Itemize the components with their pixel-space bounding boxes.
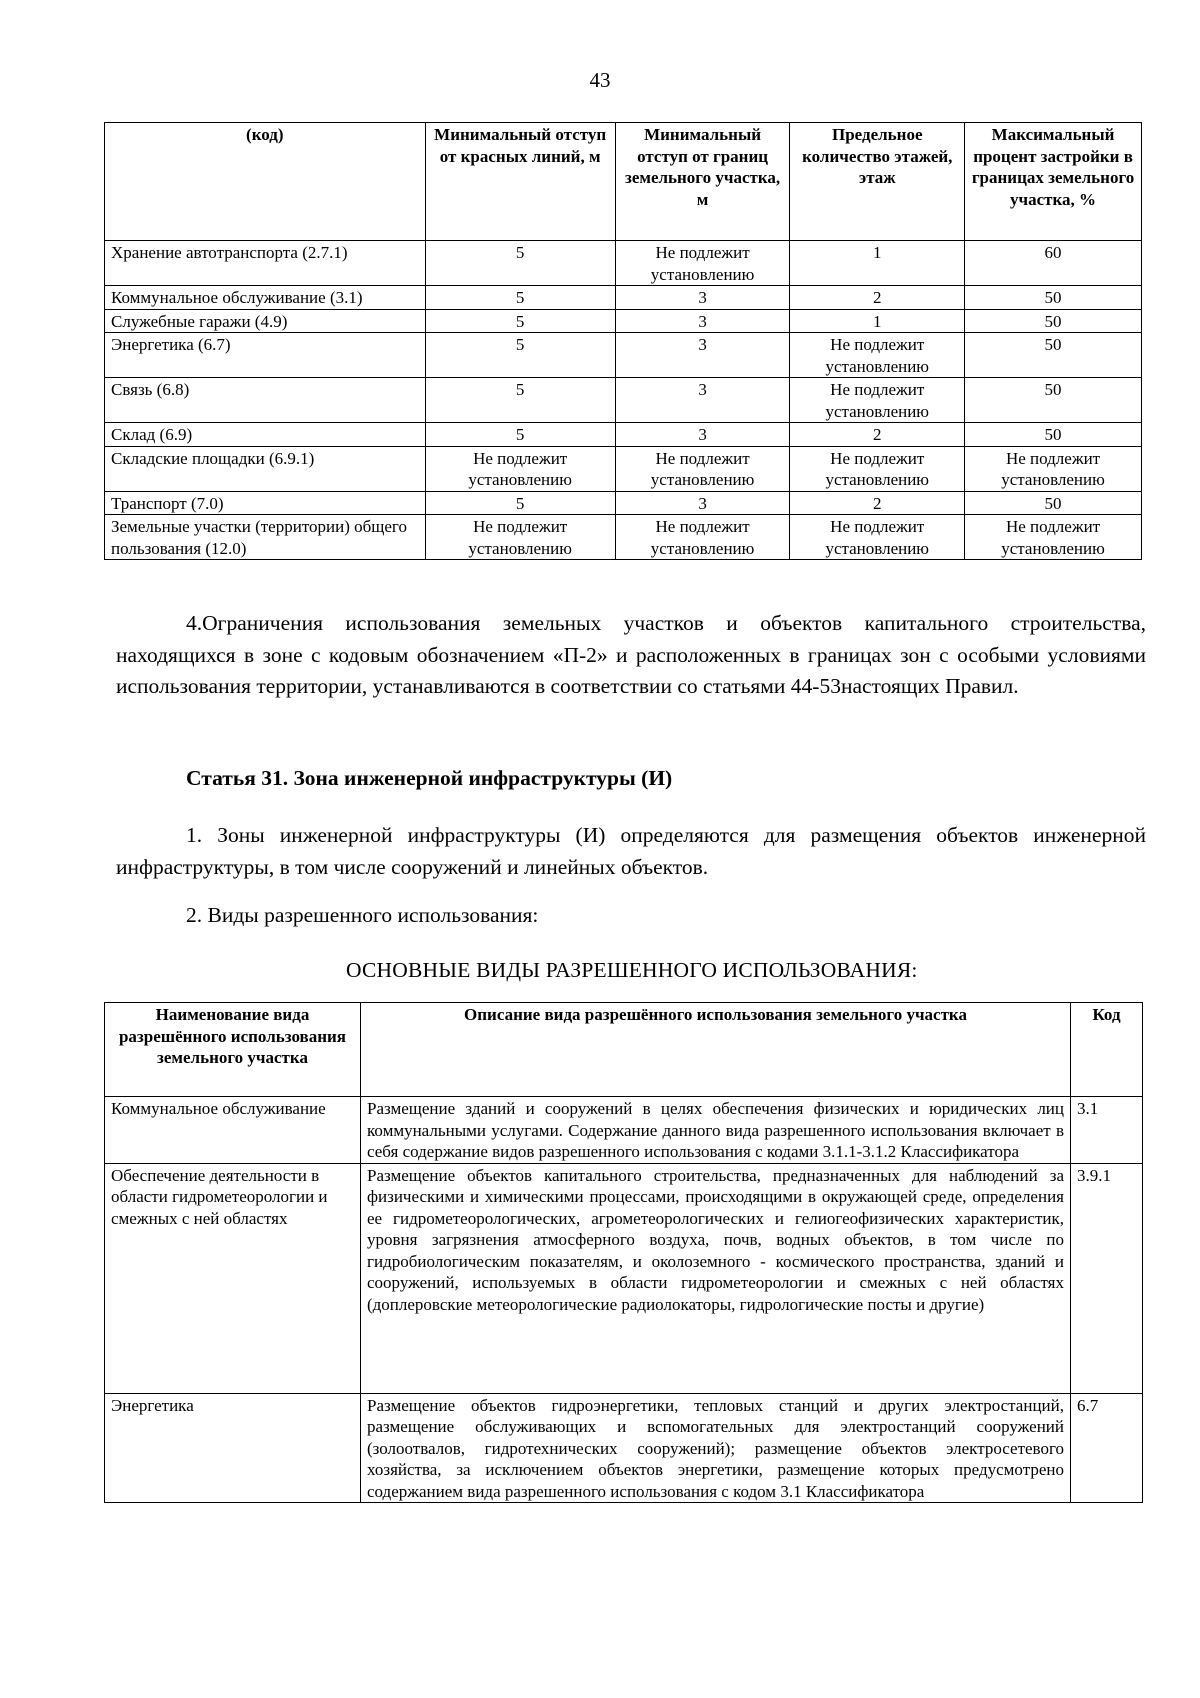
table-row	[105, 309, 1142, 333]
header-min-offset-plot-boundary: Минимальный отступ от границ земельного участка, м	[615, 123, 790, 241]
row-value: Не подлежит установлению	[615, 446, 790, 491]
table-header-row	[105, 123, 1142, 241]
row-value: 3	[615, 286, 790, 310]
row-value: 2	[790, 491, 965, 515]
use-name: Коммунальное обслуживание	[105, 1097, 361, 1164]
zone-parameters-table	[104, 122, 1142, 560]
header-max-build-percent: Максимальный процент застройки в границах земельного участка, %	[965, 123, 1142, 241]
table-row	[105, 286, 1142, 310]
row-value: 3	[615, 309, 790, 333]
row-name: Энергетика (6.7)	[105, 333, 426, 378]
use-name: Обеспечение деятельности в области гидрометеорологии и смежных с ней областях	[105, 1163, 361, 1393]
row-value: 50	[965, 491, 1142, 515]
row-value: 1	[790, 241, 965, 286]
table-row	[105, 491, 1142, 515]
table-row	[105, 241, 1142, 286]
row-value: Не подлежит установлению	[790, 515, 965, 560]
row-value: 5	[425, 378, 615, 423]
header-use-code: Код	[1071, 1003, 1143, 1097]
permitted-uses-table	[104, 1002, 1143, 1503]
section-title-main-uses: ОСНОВНЫЕ ВИДЫ РАЗРЕШЕННОГО ИСПОЛЬЗОВАНИЯ:	[346, 958, 918, 982]
row-name: Коммунальное обслуживание (3.1)	[105, 286, 426, 310]
header-min-offset-red-lines: Минимальный отступ от красных линий, м	[425, 123, 615, 241]
use-description: Размещение объектов гидроэнергетики, тепловых станций и других электростанций, размещение обслуживающих и вспомогательных для электростанций сооружений (золоотвалов, гидротехнических сооружений); размещение объектов электросетевого хозяйства, за исключением объектов энергетики, размещение которых предусмотрено содержанием вида разрешенного использования с кодом 3.1 Классификатора	[361, 1393, 1071, 1503]
row-value: 5	[425, 241, 615, 286]
row-name: Хранение автотранспорта (2.7.1)	[105, 241, 426, 286]
use-name: Энергетика	[105, 1393, 361, 1503]
row-value: 5	[425, 491, 615, 515]
row-value: Не подлежит установлению	[965, 515, 1142, 560]
table-row	[105, 1393, 1143, 1503]
row-value: 1	[790, 309, 965, 333]
paragraph-item-1: 1. Зоны инженерной инфраструктуры (И) определяются для размещения объектов инженерной инфраструктуры, в том числе сооружений и линейных объектов.	[116, 823, 1146, 879]
row-value: 3	[615, 333, 790, 378]
paragraph-4-restrictions: 4.Ограничения использования земельных участков и объектов капитального строительства, находящихся в зоне с кодовым обозначением «П-2» и расположенных в границах зон с особыми условиями использования территории, устанавливаются в соответствии со статьями 44-53настоящих Правил.	[116, 611, 1146, 698]
row-name: Транспорт (7.0)	[105, 491, 426, 515]
row-value: 50	[965, 286, 1142, 310]
row-value: 5	[425, 333, 615, 378]
row-value: Не подлежит установлению	[790, 378, 965, 423]
row-value: Не подлежит установлению	[790, 446, 965, 491]
table-row	[105, 423, 1142, 447]
row-value: 5	[425, 423, 615, 447]
header-max-floors: Предельное количество этажей, этаж	[790, 123, 965, 241]
use-description: Размещение зданий и сооружений в целях обеспечения физических и юридических лиц коммунальными услугами. Содержание данного вида разрешенного использования включает в себя содержание видов разрешенного использования с кодами 3.1.1-3.1.2 Классификатора	[361, 1097, 1071, 1164]
row-value: 50	[965, 333, 1142, 378]
row-value: 3	[615, 423, 790, 447]
row-value: Не подлежит установлению	[965, 446, 1142, 491]
use-code: 3.1	[1071, 1097, 1143, 1164]
use-code: 6.7	[1071, 1393, 1143, 1503]
article-31-heading: Статья 31. Зона инженерной инфраструктуры (И)	[186, 766, 673, 790]
use-description: Размещение объектов капитального строительства, предназначенных для наблюдений за физическими и химическими процессами, происходящими в окружающей среде, определения ее гидрометеорологических, агрометеорологических и гелиогеофизических характеристик, уровня загрязнения атмосферного воздуха, почв, водных объектов, в том числе по гидробиологическим показателям, и околоземного - космического пространства, зданий и сооружений, используемых в области гидрометеорологии и смежных с ней областях (доплеровские метеорологические радиолокаторы, гидрологические посты и другие)	[361, 1163, 1071, 1393]
row-name: Склад (6.9)	[105, 423, 426, 447]
table-row	[105, 1163, 1143, 1393]
use-code: 3.9.1	[1071, 1163, 1143, 1393]
table-header-row	[105, 1003, 1143, 1097]
row-value: 2	[790, 286, 965, 310]
row-value: Не подлежит установлению	[615, 241, 790, 286]
row-value: Не подлежит установлению	[425, 446, 615, 491]
table-row	[105, 1097, 1143, 1164]
row-value: 50	[965, 423, 1142, 447]
row-value: 2	[790, 423, 965, 447]
row-value: Не подлежит установлению	[425, 515, 615, 560]
row-name: Связь (6.8)	[105, 378, 426, 423]
page-number: 43	[589, 68, 611, 92]
table-row	[105, 333, 1142, 378]
row-value: 50	[965, 309, 1142, 333]
header-code: (код)	[105, 123, 426, 241]
table-row	[105, 378, 1142, 423]
row-value: 60	[965, 241, 1142, 286]
table-row	[105, 515, 1142, 560]
table-row	[105, 446, 1142, 491]
header-use-name: Наименование вида разрешённого использования земельного участка	[105, 1003, 361, 1097]
row-name: Складские площадки (6.9.1)	[105, 446, 426, 491]
paragraph-item-2: 2. Виды разрешенного использования:	[186, 903, 539, 927]
row-value: 3	[615, 491, 790, 515]
row-name: Служебные гаражи (4.9)	[105, 309, 426, 333]
row-value: 50	[965, 378, 1142, 423]
row-value: 3	[615, 378, 790, 423]
header-use-description: Описание вида разрешённого использования земельного участка	[361, 1003, 1071, 1097]
row-value: 5	[425, 309, 615, 333]
row-value: 5	[425, 286, 615, 310]
row-value: Не подлежит установлению	[615, 515, 790, 560]
row-name: Земельные участки (территории) общего пользования (12.0)	[105, 515, 426, 560]
row-value: Не подлежит установлению	[790, 333, 965, 378]
